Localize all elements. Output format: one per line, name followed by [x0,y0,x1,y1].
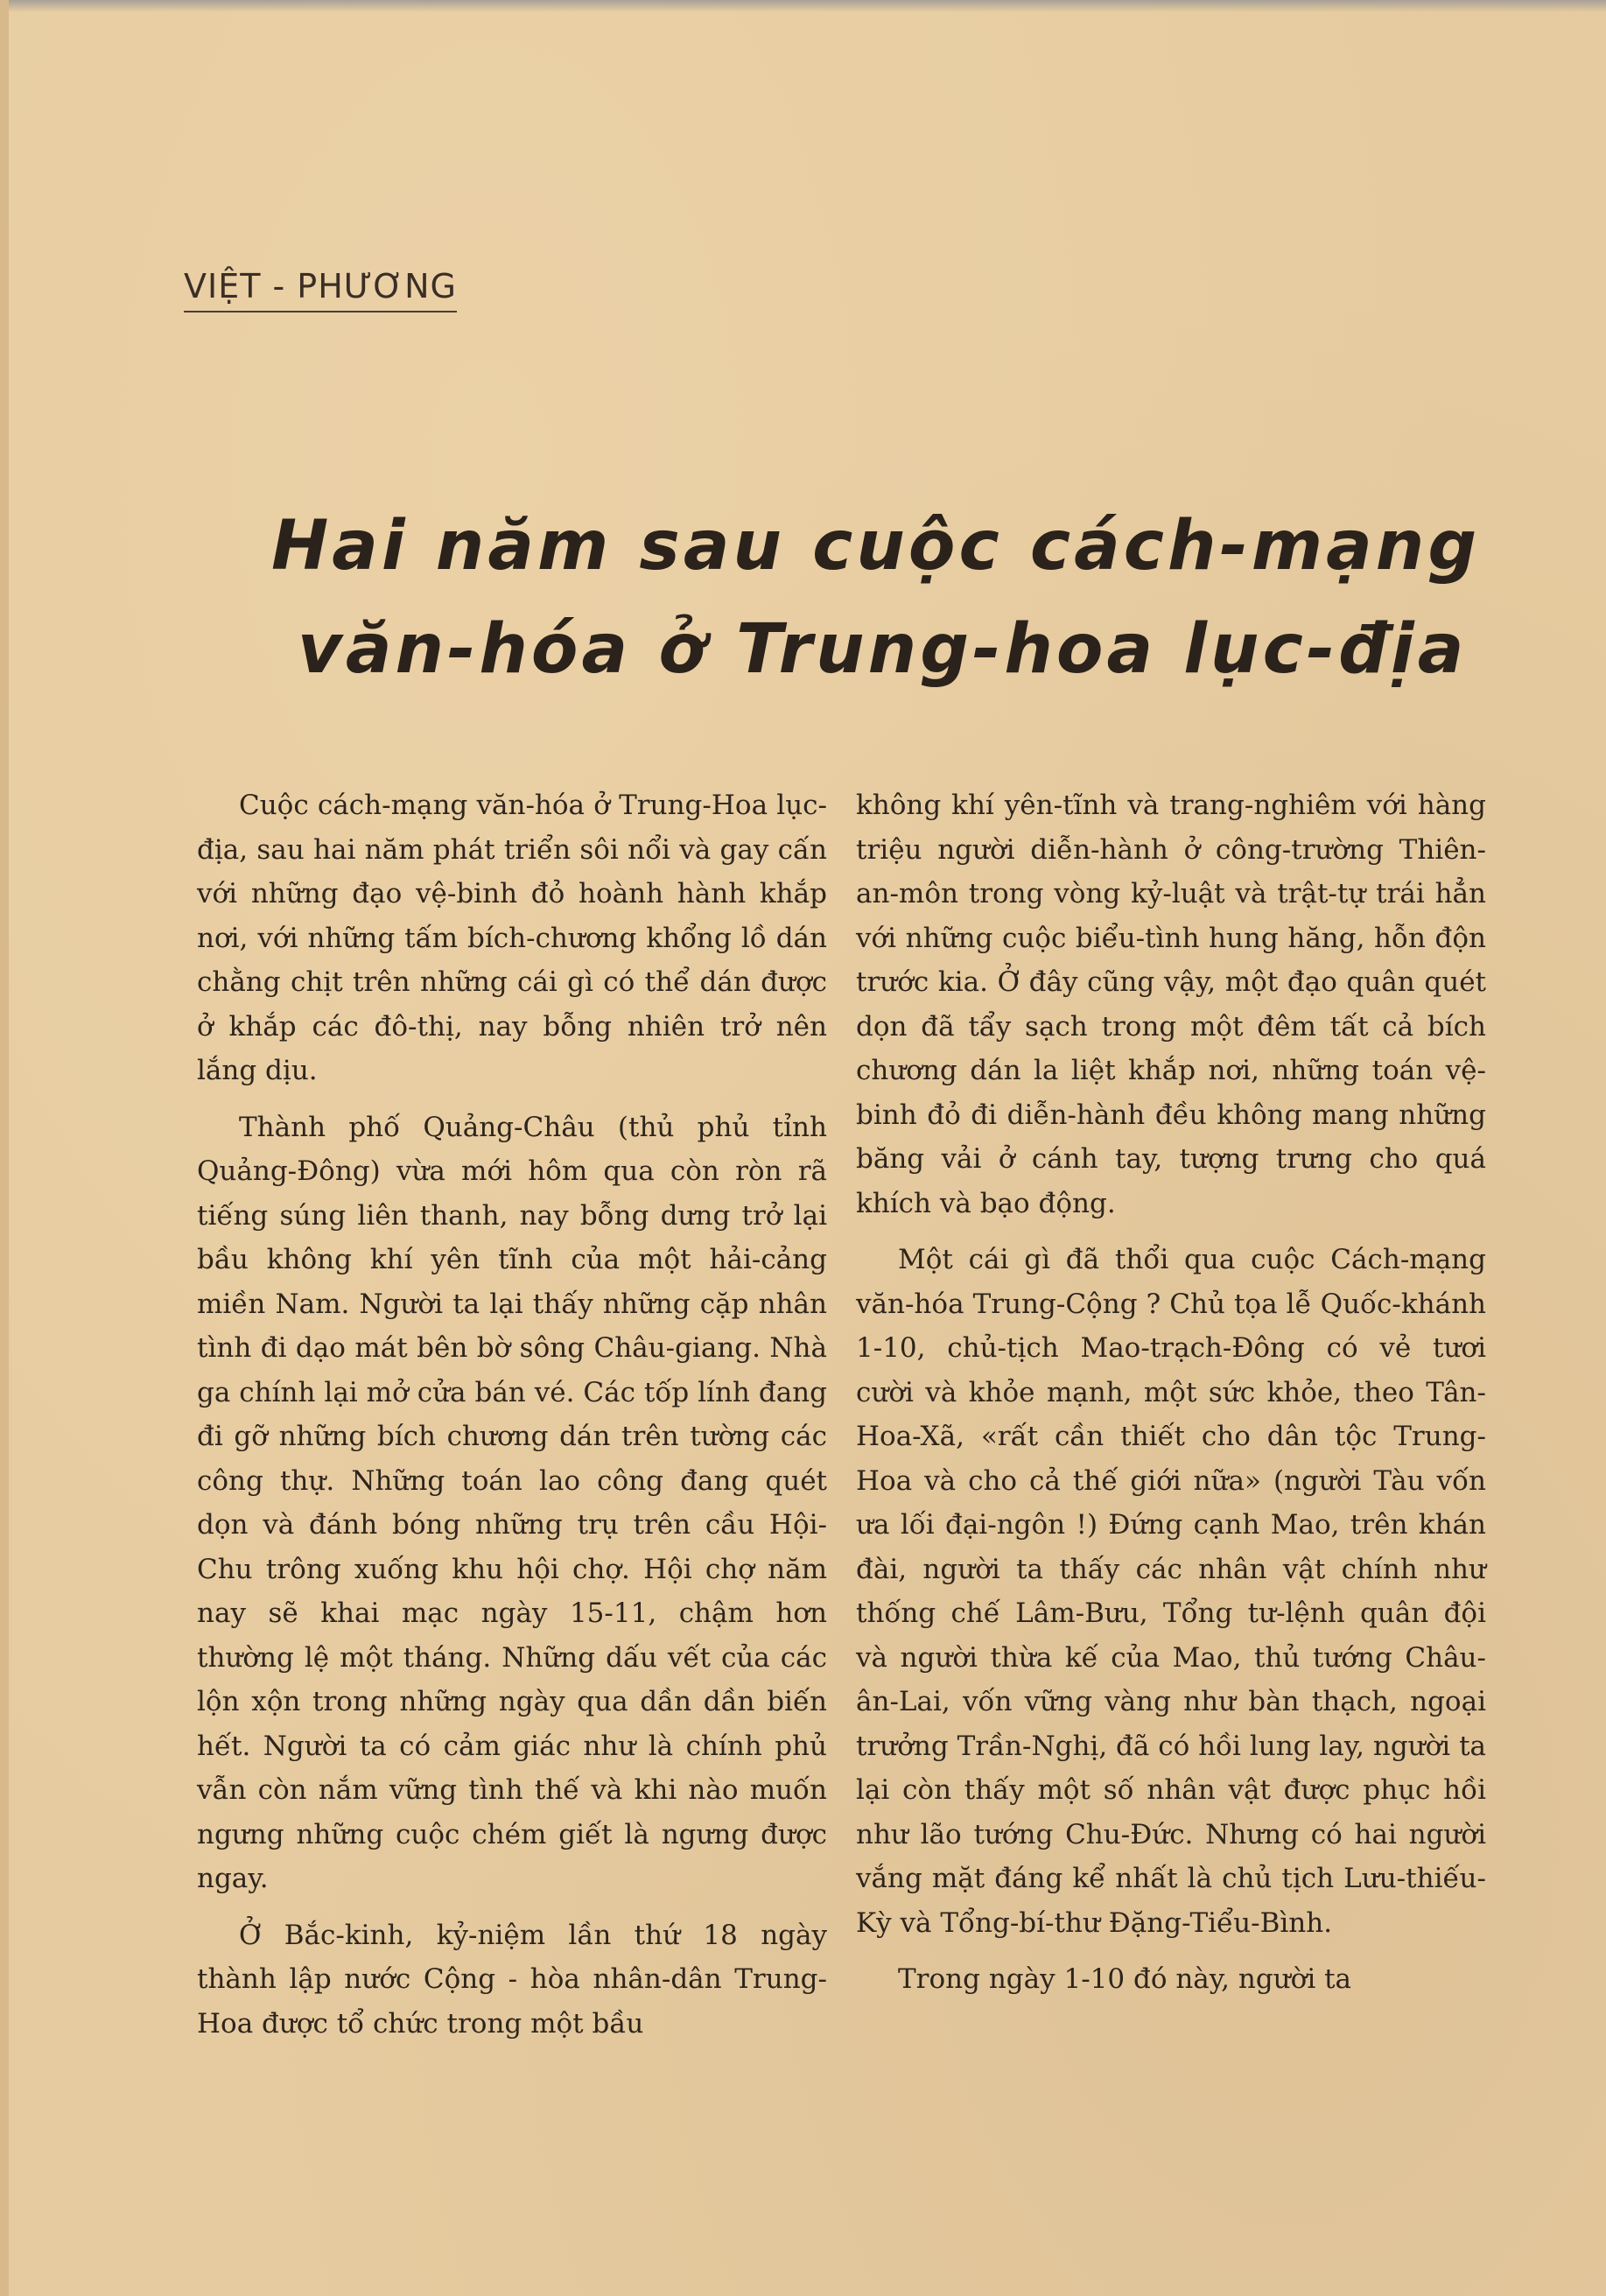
paragraph: Cuộc cách-mạng văn-hóa ở Trung-Hoa lục-địa, sau hai năm phát triển sôi nổi và gay cấn với những đạo vệ-binh đỏ hoành hành khắp nơi, với những tấm bích-chương khổng lồ dán chằng chịt trên những cái gì có thể dán được ở khắp các đô-thị, nay bỗng nhiên trở nên lắng dịu. [197,790,827,1086]
left-column [197,783,827,2058]
paragraph: Ở Bắc-kinh, kỷ-niệm lần thứ 18 ngày thành lập nước Cộng - hòa nhân-dân Trung-Hoa được tổ chức trong một bầu [197,1919,827,2040]
paragraph: Trong ngày 1-10 đó này, người ta [898,1963,1352,1995]
paragraph: Thành phố Quảng-Châu (thủ phủ tỉnh Quảng-Đông) vừa mới hôm qua còn ròn rã tiếng súng liên thanh, nay bỗng dưng trở lại bầu không khí yên tĩnh của một hải-cảng miền Nam. Người ta lại thấy những cặp nhân tình đi dạo mát bên bờ sông Châu-giang. Nhà ga chính lại mở cửa bán vé. Các tốp lính đang đi gỡ những bích chương dán trên tường các công thự. Những toán lao công đang quét dọn và đánh bóng những trụ trên cầu Hội-Chu trông xuống khu hội chợ. Hội chợ năm nay sẽ khai mạc ngày 15-11, chậm hơn thường lệ một tháng. Những dấu vết của các lộn xộn trong những ngày qua dần dần biến hết. Người ta có cảm giác như là chính phủ vẫn còn nắm vững tình thế và khi nào muốn ngưng những cuộc chém giết là ngưng được ngay. [197,1111,827,1894]
title-line-2: văn-hóa ở Trung-hoa lục-địa [298,610,1468,689]
paragraph: không khí yên-tĩnh và trang-nghiêm với hàng triệu người diễn-hành ở công-trường Thiên-an-môn trong vòng kỷ-luật và trật-tự trái hẳn với những cuộc biểu-tình hung hăng, hỗn độn trước kia. Ở đây cũng vậy, một đạo quân quét dọn đã tẩy sạch trong một đêm tất cả bích chương dán la liệt khắp nơi, những toán vệ-binh đỏ đi diễn-hành đều không mang những băng vải ở cánh tay, tượng trưng cho quá khích và bạo động. [856,790,1486,1219]
article-title [271,495,1497,701]
paragraph: Một cái gì đã thổi qua cuộc Cách-mạng văn-hóa Trung-Cộng ? Chủ tọa lễ Quốc-khánh 1-10, chủ-tịch Mao-trạch-Đông có vẻ tươi cười và khỏe mạnh, một sức khỏe, theo Tân-Hoa-Xã, «rất cần thiết cho dân tộc Trung-Hoa và cho cả thế giới nữa» (người Tàu vốn ưa lối đại-ngôn !) Đứng cạnh Mao, trên khán đài, người ta thấy các nhân vật chính như thống chế Lâm-Bưu, Tổng tư-lệnh quân đội và người thừa kế của Mao, thủ tướng Châu-ân-Lai, vốn vững vàng như bàn thạch, ngoại trưởng Trần-Nghị, đã có hồi lung lay, người ta lại còn thấy một số nhân vật được phục hồi như lão tướng Chu-Đức. Nhưng có hai người vắng mặt đáng kể nhất là chủ tịch Lưu-thiếu-Kỳ và Tổng-bí-thư Đặng-Tiểu-Bình. [856,1244,1487,1939]
author-byline: VIỆT - PHƯƠNG [184,267,457,312]
right-column [856,783,1486,2014]
page-top-edge [9,0,1606,12]
title-line-1: Hai năm sau cuộc cách-mạng [271,507,1481,586]
